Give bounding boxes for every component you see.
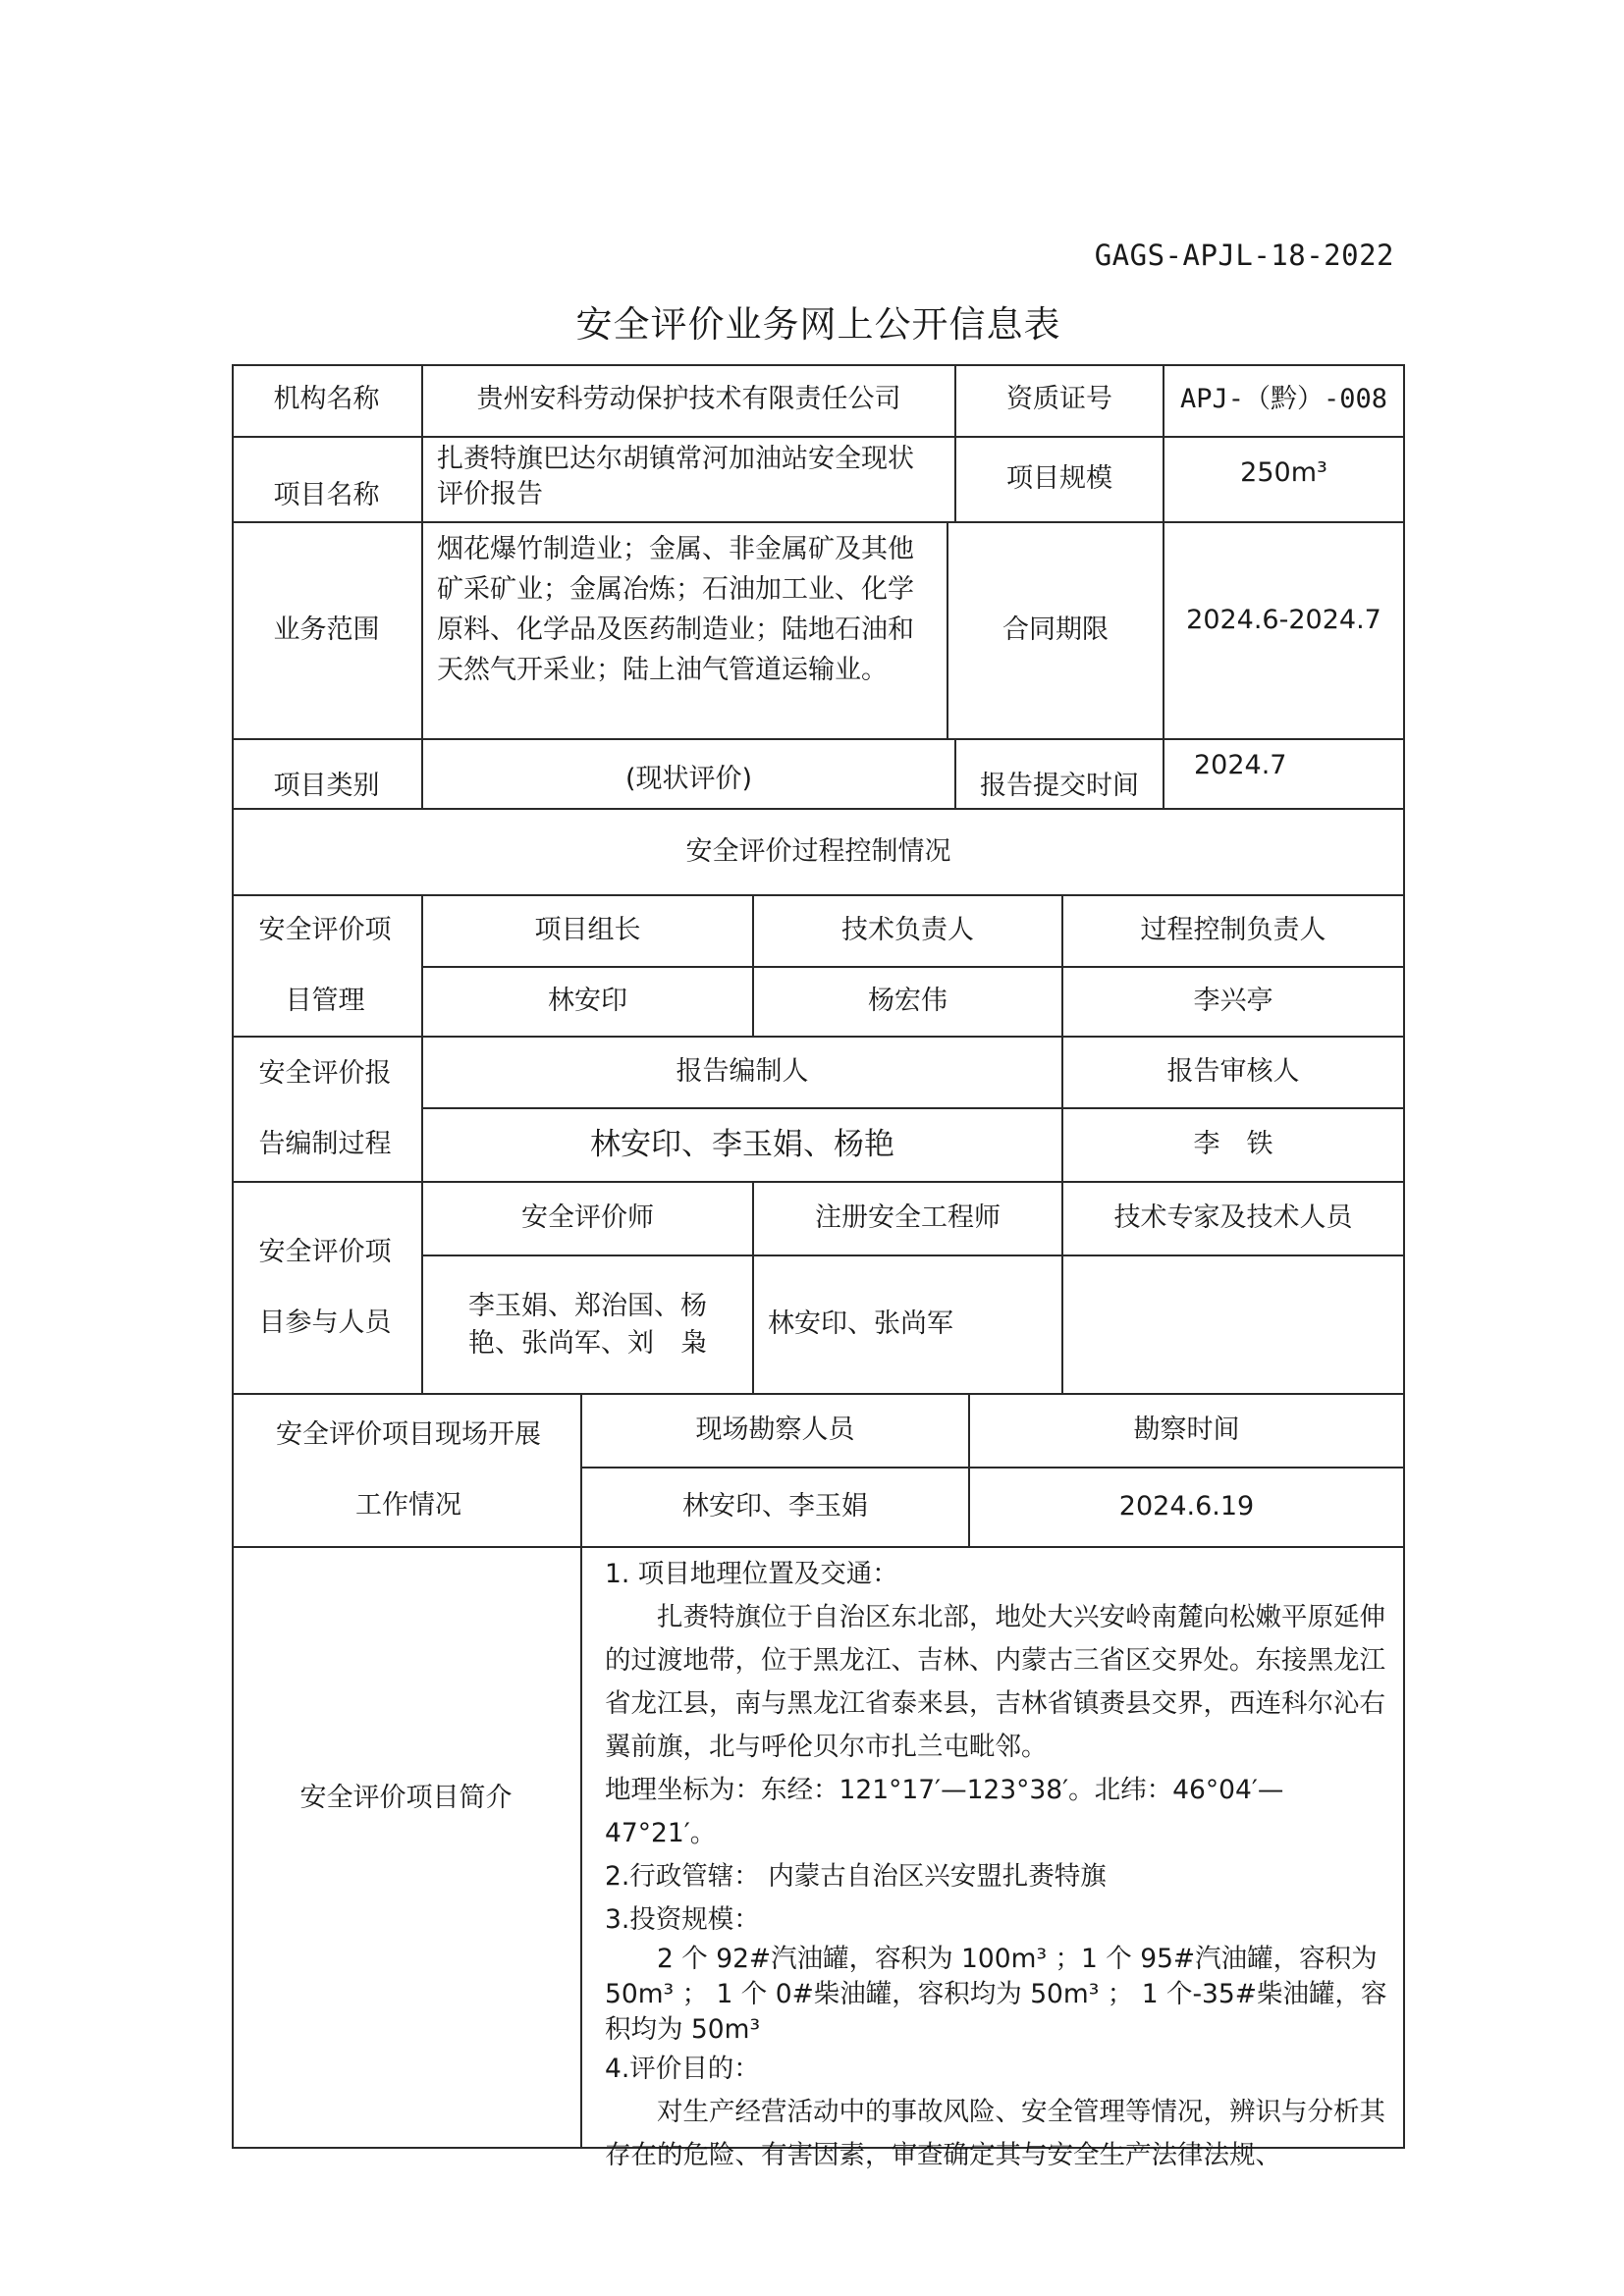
intro-heading-admin: 2.行政管辖： 内蒙古自治区兴安盟扎赉特旗 [605, 1861, 1107, 1892]
category-value: (现状评价) [624, 764, 753, 795]
document-code: GAGS-APJL-18-2022 [1094, 239, 1394, 272]
intro-heading-purpose: 4.评价目的： [605, 2054, 760, 2084]
mgmt-header-leader: 项目组长 [534, 915, 641, 946]
mgmt-label: 安全评价项目管理 [258, 915, 392, 1016]
site-value-staff: 林安印、李玉娟 [682, 1491, 868, 1522]
scale-label: 项目规模 [1006, 463, 1112, 495]
process-section-title: 安全评价过程控制情况 [685, 835, 951, 867]
intro-content [589, 1547, 1404, 2170]
cert-label: 资质证号 [1006, 384, 1112, 415]
mgmt-value-tech: 杨宏伟 [868, 986, 947, 1017]
scale-value: 250m³ [1240, 457, 1327, 488]
staff-header-expert: 技术专家及技术人员 [1113, 1202, 1353, 1234]
org-value: 贵州安科劳动保护技术有限责任公司 [476, 384, 901, 415]
staff-value-expert [1063, 1256, 1403, 1393]
staff-value-engineer: 林安印、张尚军 [768, 1308, 953, 1340]
category-label: 项目类别 [273, 770, 380, 801]
page-title: 安全评价业务网上公开信息表 [575, 303, 1061, 346]
contract-label: 合同期限 [1002, 614, 1109, 646]
report-value-reviewer: 李 铁 [1193, 1129, 1273, 1160]
intro-purpose-text: 对生产经营活动中的事故风险、安全管理等情况，辨识与分析其存在的危险、有害因素，审查确定其与安全生产法律法规、 [605, 2097, 1385, 2170]
mgmt-header-control: 过程控制负责人 [1140, 915, 1326, 946]
staff-header-evaluator: 安全评价师 [521, 1202, 654, 1234]
intro-heading-location: 1. 项目地理位置及交通： [605, 1559, 898, 1589]
submit-value: 2024.7 [1194, 750, 1287, 780]
project-value: 扎赉特旗巴达尔胡镇常河加油站安全现状评价报告 [437, 444, 914, 510]
staff-label: 安全评价项目参与人员 [258, 1237, 392, 1338]
site-header-staff: 现场勘察人员 [695, 1415, 855, 1446]
site-value-time: 2024.6.19 [1118, 1491, 1255, 1522]
org-label: 机构名称 [273, 384, 380, 415]
staff-header-engineer: 注册安全工程师 [815, 1202, 1001, 1234]
mgmt-value-leader: 林安印 [548, 986, 627, 1017]
scope-label: 业务范围 [273, 614, 380, 646]
site-header-time: 勘察时间 [1133, 1415, 1240, 1446]
mgmt-value-control: 李兴亭 [1193, 986, 1273, 1017]
project-label: 项目名称 [273, 479, 380, 510]
report-value-author: 林安印、李玉娟、杨艳 [590, 1126, 894, 1162]
report-label: 安全评价报告编制过程 [258, 1058, 392, 1159]
intro-heading-investment: 3.投资规模： [605, 1904, 760, 1935]
staff-value-evaluator: 李玉娟、郑治国、杨艳、张尚军、刘 枭 [468, 1290, 707, 1359]
intro-coordinates: 地理坐标为：东经：121°17′—123°38′。北纬：46°04′—47°21′。 [605, 1775, 1284, 1848]
submit-label: 报告提交时间 [980, 770, 1139, 801]
mgmt-header-tech: 技术负责人 [841, 915, 974, 946]
report-header-reviewer: 报告审核人 [1166, 1056, 1300, 1088]
intro-location-text: 扎赉特旗位于自治区东北部，地处大兴安岭南麓向松嫩平原延伸的过渡地带，位于黑龙江、吉林、内蒙古三省区交界处。东接黑龙江省龙江县，南与黑龙江省泰来县，吉林省镇赉县交界，西连科尔沁右翼前旗，北与呼伦贝尔市扎兰屯毗邻。 [605, 1602, 1385, 1762]
intro-label: 安全评价项目简介 [299, 1782, 513, 1813]
cert-value: APJ-（黔）-008 [1179, 384, 1388, 415]
report-header-author: 报告编制人 [676, 1056, 809, 1088]
contract-value: 2024.6-2024.7 [1186, 605, 1381, 636]
scope-value: 烟花爆竹制造业；金属、非金属矿及其他矿采矿业；金属冶炼；石油加工业、化学原料、化学品及医药制造业；陆地石油和天然气开采业；陆上油气管道运输业。 [437, 534, 914, 685]
site-label: 安全评价项目现场开展工作情况 [276, 1419, 541, 1521]
intro-investment-text: 2 个 92#汽油罐，容积为 100m³ ；1 个 95#汽油罐，容积为 50m³ ； 1 个 0#柴油罐，容积均为 50m³ ； 1 个-35#柴油罐，容积均为 50m³ [605, 1944, 1387, 2045]
